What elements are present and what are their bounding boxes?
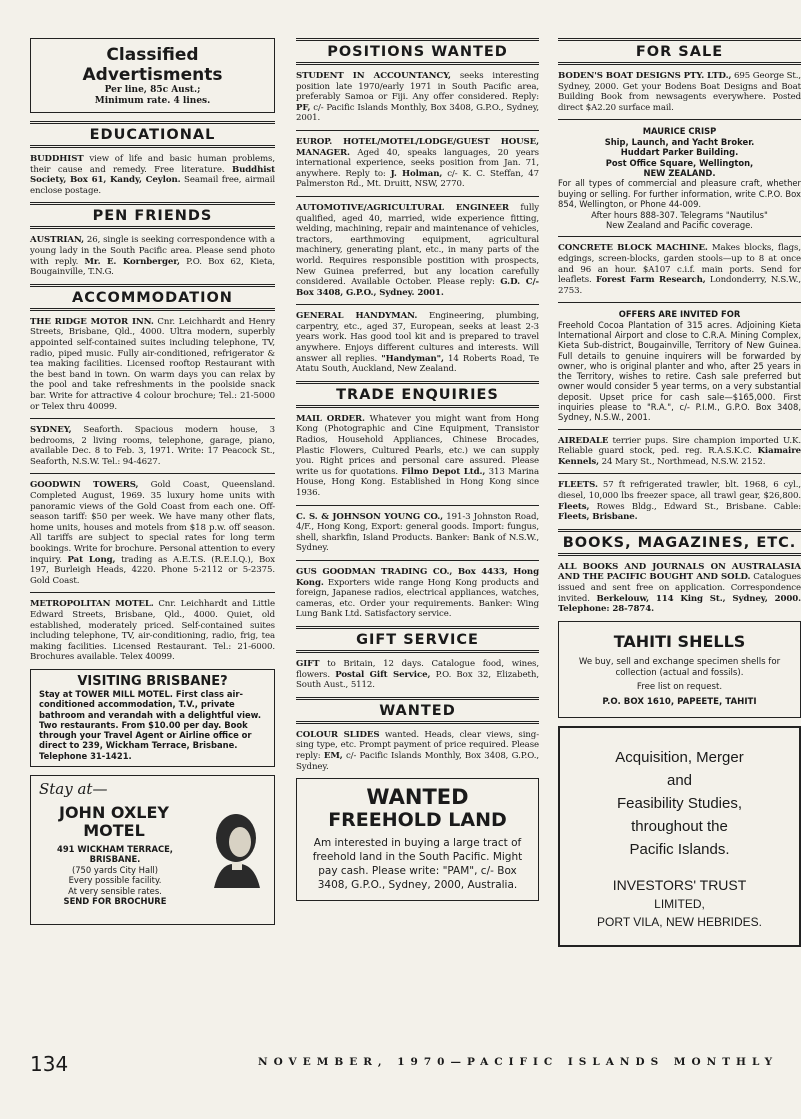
ad-concrete-block-machine: CONCRETE BLOCK MACHINE. Makes blocks, flags, edgings, screen-blocks, garden stools—up to 8 at once and 96 an hour. $A107 c.i.f. main ports. Send for leaflets. Forest Farm Research, Londonderry, N.S.W., 2753. [558, 243, 801, 296]
ad-metropolitan-motel: METROPOLITAN MOTEL. Cnr. Leichhardt and Little Edward Streets, Brisbane, Qld., 4000. Quiet, old established, moderately priced. Self-contained suites including telephone, TV, air-conditioning, radio, frig, tea making facilities. Licensed Restaurant. Tel.: 21-6000. Brochures available. Telex 40099. [30, 599, 275, 663]
ad-tahiti-shells [558, 621, 801, 718]
ad-wanted-freehold-land [296, 778, 539, 901]
column-right [558, 38, 801, 955]
ad-goodwin-towers: GOODWIN TOWERS, Gold Coast, Queensland. Completed August, 1969. 35 luxury home units with panoramic views of the Gold Coast from each one. Off-season tariff: $50 per week. We have many other flats, home units, houses and motels from $18 p.w. off season. All tariffs are subject to special rates for long term bookings. Write for brochure. Personal attention to every inquiry. Pat Long, trading as A.E.T.S. (R.E.I.Q.), Box 197, Burleigh Heads, 4220. Phone 5-2112 or 5-2375. Gold Coast. [30, 480, 276, 586]
column-middle [296, 38, 539, 909]
acq-address: PORT VILA, NEW HEBRIDES. [597, 914, 762, 929]
section-heading-wanted: WANTED [296, 697, 539, 724]
ad-airedale-pups: AIREDALE terrier pups. Sire champion imported U.K. Reliable guard stock, ped. reg. R.A.S.K.C. Kiamaire Kennels, 24 Mary St., Northmead, N.S.W. 2152. [558, 435, 801, 467]
section-heading-trade-enquiries: TRADE ENQUIRIES [296, 381, 539, 408]
ad-visiting-brisbane [30, 669, 275, 767]
classified-minimum: Minimum rate. 4 lines. [94, 96, 211, 106]
classified-header [30, 38, 275, 113]
tahiti-free: Free list on request. [636, 681, 723, 692]
freehold-text: Am interested in buying a large tract of freehold land in the South Pacific. Might pay cash. Please write: "PAM", c/- Box 3408, G.P.O., Sydney, 2000, Australia. [312, 837, 523, 892]
ad-gift-britain: GIFT to Britain, 12 days. Catalogue food, wines, flowers. Postal Gift Service, P.O. Box 32, Elizabeth, South Aust., 5112. [296, 658, 539, 691]
acq-line-5: Pacific Islands. [629, 840, 730, 858]
classified-title: Classified Advertisments [82, 45, 223, 85]
ad-berkelouw-books: ALL BOOKS AND JOURNALS ON AUSTRALASIA AND THE PACIFIC BOUGHT AND SOLD. Catalogues issued and sent free on application. Correspondence invited. Berkelouw, 114 King St., Sydney, 2000. Telephone: 28-7874. [558, 561, 801, 615]
classified-rate: Per line, 85c Aust.; [104, 85, 201, 95]
ad-bodens-boat-designs: BODEN'S BOAT DESIGNS PTY. LTD., 695 George St., Sydney, 2000. Get your Bodens Boat Designs and Boat Building Book from newsagents everywhere. Posted direct $A2.20 surface mail. [558, 71, 801, 113]
ad-buddhist: BUDDHIST view of life and basic human problems, their cause and remedy. Free literature. Buddhist Society, Box 61, Kandy, Ceylon. Seamail free, airmail enclose postage. [30, 154, 275, 196]
tahiti-address: P.O. BOX 1610, PAPEETE, TAHITI [602, 696, 757, 707]
acq-limited: LIMITED, [654, 896, 705, 911]
tahiti-text: We buy, sell and exchange specimen shells for collection (actual and fossils). [578, 656, 781, 678]
acq-company: INVESTORS' TRUST [612, 876, 747, 893]
acq-line-2: and [666, 771, 693, 789]
ad-mail-order: MAIL ORDER. Whatever you might want from Hong Kong (Photographic and Cine Equipment, Transistor Radios, Household Appliances, Chinese Brocades, Plastic Flowers, Cultured Pearls, etc.) we can supply you. Right prices and personal care assured. Please write us for quotations. Filmo Depot Ltd., 313 Marina House, Hong Kong. Established in Hong Kong since 1936. [296, 413, 539, 498]
ad-general-handyman: GENERAL HANDYMAN. Engineering, plumbing, carpentry, etc., aged 37, European, seeks at least 2-3 years work. Has good tool kit and is prepared to travel anywhere. Enjoys different cultures and interests. Will answer all replies. "Handyman", 14 Roberts Road, Te Atatu South, Auckland, New Zealand. [296, 311, 539, 375]
ad-maurice-crisp: MAURICE CRISP Ship, Launch, and Yacht Broker. Huddart Parker Building. Post Office Square, Wellington, NEW ZEALAND. For all types of commercial and pleasure craft, whether buying or selling. For further information, write C.P.O. Box 854, Wellington, or Phone 44-009. After hours 888-307. Telegrams "Nautilus" New Zealand and Pacific coverage. [558, 126, 801, 231]
ad-john-oxley-motel [30, 775, 275, 925]
ad-cs-johnson-young: C. S. & JOHNSON YOUNG CO., 191-3 Johnston Road, 4/F., Hong Kong, Export: general goods. Import: fungus, shell, sharkfin, Island Products. Banker: Bank of N.S.W., Sydney. [296, 511, 539, 554]
ad-fleets-trawler: FLEETS. 57 ft refrigerated trawler, blt. 1968, 6 cyl., diesel, 10,000 lbs freezer space, all trawl gear, $26,800. Fleets, Rowes Bldg., Edward St., Brisbane. Cable: Fleets, Brisbane. [558, 480, 801, 523]
ad-hotel-manager: EUROP. HOTEL/MOTEL/LODGE/GUEST HOUSE, MANAGER. Aged 40, speaks languages, 20 years international experience, seeks position from Jan. 71, anywhere. Reply to: J. Holman, c/- K. C. Steffan, 47 Palmerston Rd., Mt. Druitt, NSW, 2770. [296, 136, 540, 190]
footer-publication-line: NOVEMBER, 1970—PACIFIC ISLANDS MONTHLY [258, 1056, 779, 1068]
ad-sydney-seaforth: SYDNEY, Seaforth. Spacious modern house, 3 bedrooms, 2 living rooms, telephone, garage, piano, available Dec. 8 to Feb. 3, 1971. Write: 17 Peacock St., Seaforth, N.S.W. Tel.: 94-4627. [30, 425, 275, 467]
acq-line-3: Feasibility Studies, [616, 794, 743, 812]
oxley-stay: Stay at— [39, 780, 108, 799]
section-heading-for-sale: FOR SALE [558, 38, 801, 65]
ad-austrian: AUSTRIAN, 26, single is seeking correspondence with a young lady in the South Pacific area. Please send photo with reply. Mr. E. Kornberger, P.O. Box 62, Kieta, Bougainville, T.N.G. [30, 235, 275, 278]
ad-automotive-engineer: AUTOMOTIVE/AGRICULTURAL ENGINEER fully qualified, aged 40, married, wide experience fitting, welding, machining, repair and maintenance of vehicles, tractors, earthmoving equipment, agricultural machinery, generating plant, etc., in many parts of the world. Requires responsible postition with prospects, New Guinea preferred, but any location carefully considered. Available October. Please reply: G.D. C/- Box 3408, G.P.O., Sydney. 2001. [296, 202, 539, 298]
section-heading-accommodation: ACCOMMODATION [30, 284, 275, 311]
section-heading-books: BOOKS, MAGAZINES, ETC. [558, 529, 801, 556]
section-heading-gift-service: GIFT SERVICE [296, 626, 539, 653]
ad-student-accountancy: STUDENT IN ACCOUNTANCY, seeks interesting position late 1970/early 1971 in South Pacific area, preferably Samoa or Fiji. Any offer considered. Reply: PF, c/- Pacific Islands Monthly, Box 3408, G.P.O., Sydney, 2001. [296, 71, 539, 124]
section-heading-positions-wanted: POSITIONS WANTED [296, 38, 539, 65]
page-footer [30, 1050, 801, 1080]
freehold-title-2: FREEHOLD LAND [328, 809, 507, 832]
section-heading-educational: EDUCATIONAL [30, 121, 275, 148]
tahiti-title: TAHITI SHELLS [613, 631, 746, 651]
ad-colour-slides: COLOUR SLIDES wanted. Heads, clear views, sing-sing type, etc. Prompt payment of price required. Please reply: EM, c/- Pacific Islands Monthly, Box 3408, G.P.O., Sydney. [296, 729, 539, 772]
visiting-title: VISITING BRISBANE? [77, 673, 228, 689]
oxley-name: JOHN OXLEY MOTEL [59, 803, 169, 841]
ad-offers-cocoa-plantation: OFFERS ARE INVITED FOR Freehold Cocoa Plantation of 315 acres. Adjoining Kieta International Airport and close to C.R.A. Mining Complex, Kieta Sub-district, Bougainville, Territory of New Guinea. Full details to genuine inquirers will be forwarded by owner, who is original planter and who, after 25 years in the Territory, wishes to retire. Cash sale preferred but owner would consider 5 year terms, on a very substantial deposit. Upset price for cash sale—$165,000. First inquiries please to "R.A.", c/- P.I.M., G.P.O. Box 3408, Sydney, N.S.W., 2001. [558, 309, 801, 423]
page-number: 134 [30, 1052, 69, 1076]
visiting-text: Stay at TOWER MILL MOTEL. First class air-conditioned accommodation, T.V., private bathroom and verandah with a delightful view. Two restaurants. From $10.00 per day. Book through your Travel Agent or Airline office or direct to 239, Wickham Terrace, Brisbane. Telephone 31-1421. [39, 688, 262, 761]
portrait-illustration-icon [204, 804, 268, 888]
acq-line-4: throughout the [631, 817, 728, 835]
column-left [30, 38, 275, 933]
ad-gus-goodman: GUS GOODMAN TRADING CO., Box 4433, Hong Kong. Exporters wide range Hong Kong products and foreign, Japanese radios, electrical appliances, watches, cameras, etc. Order your requirements. Banker: Wing Lung Bank Ltd. Satisfactory service. [296, 566, 539, 620]
oxley-details: 491 WICKHAM TERRACE, BRISBANE. (750 yards City Hall) Every possible facility. At very sensible rates. SEND FOR BROCHURE [57, 844, 173, 907]
ad-investors-trust [558, 726, 801, 947]
ad-ridge-motor-inn: THE RIDGE MOTOR INN. Cnr. Leichhardt and Henry Streets, Brisbane, Qld., 4000. Ultra modern, superbly appointed self-contained suites including telephone, TV, radio, piped music. Fully air-conditioned, refrigerator & tea making facilities. Licensed rooftop Restaurant with the best band in town. On warm days you can relax by the pool and take refreshments in the poolside snack bar. Write for attractive 4 colour brochure; Tel.: 21-5000 or Telex thru 40099. [30, 316, 275, 412]
section-heading-pen-friends: PEN FRIENDS [30, 202, 275, 229]
freehold-title-1: WANTED [366, 785, 469, 810]
acq-line-1: Acquisition, Merger [615, 748, 744, 766]
